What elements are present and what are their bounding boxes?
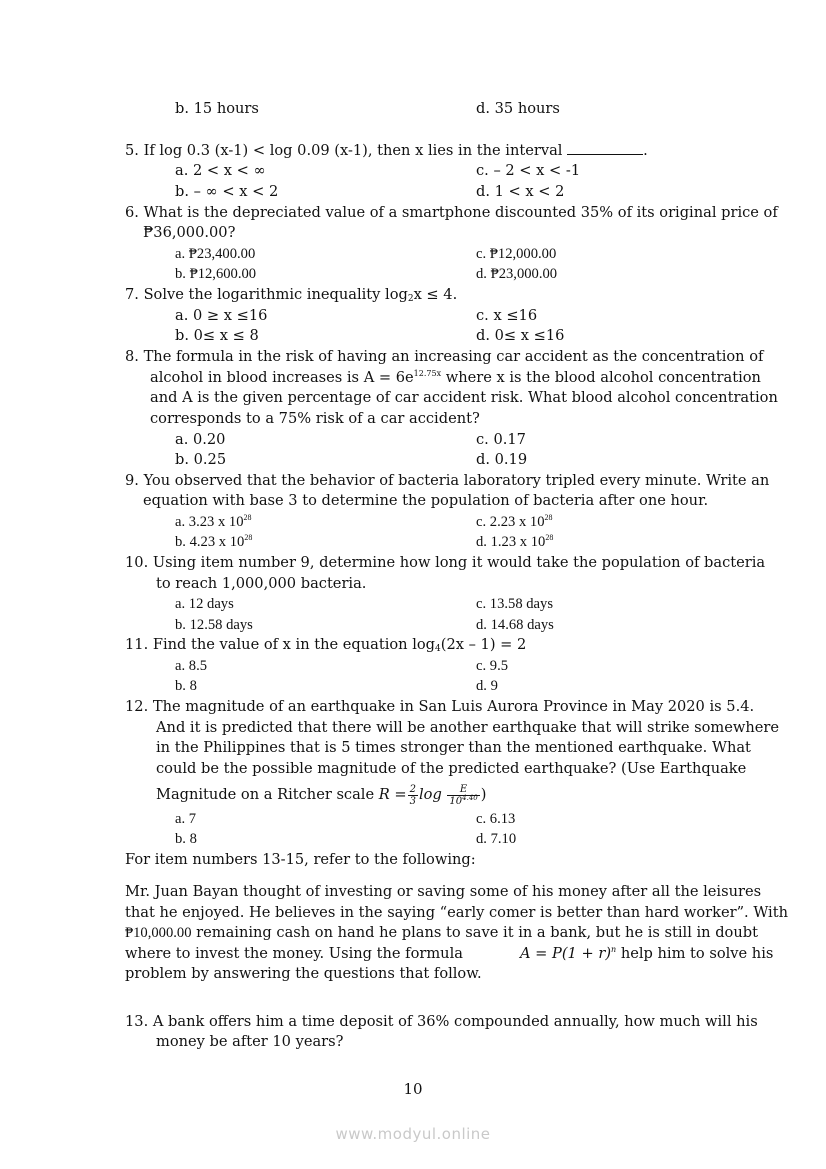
watermark: www.modyul.online: [335, 1125, 491, 1143]
q9-option-a: a. 3.23 x $10^{28}$: [175, 513, 252, 530]
q13-stem-line2: money be after 10 years?: [156, 1033, 344, 1050]
q8-stem-line3: and A is the given percentage of car accident risk. What blood alcohol concentration: [150, 389, 778, 406]
q8-option-b: b. 0.25: [175, 451, 227, 468]
q8-stem-line4: corresponds to a 75% risk of a car accident?: [150, 410, 480, 427]
q12-stem-line4: could be the possible magnitude of the predicted earthquake? (Use Earthquake: [156, 760, 747, 777]
q9-stem-line2: equation with base 3 to determine the population of bacteria after one hour.: [143, 492, 709, 509]
q8-stem-line2: alcohol in blood increases is $A = 6e^{12.75x}$ where x is the blood alcohol concentration: [150, 369, 761, 386]
q9-stem-line1: 9. You observed that the behavior of bacteria laboratory tripled every minute. Write an: [125, 472, 770, 489]
q9-option-b: b. 4.23 x $10^{28}$: [175, 533, 253, 550]
q11-option-c: c. 9.5: [476, 658, 509, 674]
q5-option-c: c. – 2 < x < -1: [476, 162, 581, 179]
q5-option-a: a. 2 < x < ∞: [175, 162, 266, 179]
q5-option-b: b. – ∞ < x < 2: [175, 183, 279, 200]
q12-option-d: d. 7.10: [476, 831, 517, 847]
q12-stem-line5: Magnitude on a Ritcher scale R = $\frac{2}{3}$ log $\frac{E}{10^{4.40}}$ ): [156, 783, 487, 807]
scenario-line4: where to invest the money. Using the formula: [125, 945, 463, 962]
q12-stem-line3: in the Philippines that is 5 times stronger than the mentioned earthquake. What: [156, 739, 751, 756]
q13-stem-line1: 13. A bank offers him a time deposit of 36% compounded annually, how much will his: [125, 1013, 758, 1030]
scenario-line2: that he enjoyed. He believes in the saying “early comer is better than hard worker”. With: [125, 904, 788, 921]
q5-option-d: d. 1 < x < 2: [476, 183, 565, 200]
q6-option-b: b. ₱12,600.00: [175, 266, 257, 282]
answer-blank: [567, 142, 643, 155]
scenario-line3: ₱10,000.00 remaining cash on hand he plans to save it in a bank, but he is still in doubt: [125, 924, 758, 941]
q4-option-b: b. 15 hours: [175, 100, 259, 117]
q12-option-c: c. 6.13: [476, 811, 516, 827]
q11-option-d: d. 9: [476, 678, 498, 694]
q10-stem-line1: 10. Using item number 9, determine how long it would take the population of bacteria: [125, 554, 766, 571]
q6-option-d: d. ₱23,000.00: [476, 266, 558, 282]
q12-option-a: a. 7: [175, 811, 197, 827]
q11-option-a: a. 8.5: [175, 658, 208, 674]
q8-option-a: a. 0.20: [175, 431, 226, 448]
q9-option-d: d. 1.23 x $10^{28}$: [476, 533, 554, 550]
richter-formula: R = $\frac{2}{3}$ log $\frac{E}{10^{4.40}}$: [378, 783, 478, 807]
q7-option-b: b. 0≤ x ≤ 8: [175, 327, 259, 344]
q10-stem-line2: to reach 1,000,000 bacteria.: [156, 575, 367, 592]
q12-option-b: b. 8: [175, 831, 197, 847]
page-number: 10: [403, 1080, 423, 1098]
q6-option-a: a. ₱23,400.00: [175, 246, 256, 262]
q7-stem: 7. Solve the logarithmic inequality $\log_2x \le 4$.: [125, 286, 458, 304]
compound-interest-formula: $A = P(1 + r)^n$ help him to solve his: [520, 945, 774, 962]
q8-option-d: d. 0.19: [476, 451, 528, 468]
q5-stem: 5. If log 0.3 (x-1) < log 0.09 (x-1), then x lies in the interval .: [125, 142, 648, 159]
q6-option-c: c. ₱12,000.00: [476, 246, 557, 262]
q6-stem-line2: ₱36,000.00?: [143, 224, 236, 241]
items-13-15-heading: For item numbers 13-15, refer to the following:: [125, 851, 476, 868]
q11-option-b: b. 8: [175, 678, 197, 694]
q12-stem-line1: 12. The magnitude of an earthquake in San Luis Aurora Province in May 2020 is 5.4.: [125, 698, 755, 715]
q8-option-c: c. 0.17: [476, 431, 526, 448]
q11-stem: 11. Find the value of x in the equation $\log_4(2x - 1) = 2$: [125, 636, 527, 654]
scenario-line5: problem by answering the questions that follow.: [125, 965, 482, 982]
q12-stem-line2: And it is predicted that there will be another earthquake that will strike somewhere: [156, 719, 780, 736]
q10-option-c: c. 13.58 days: [476, 596, 554, 612]
q9-option-c: c. 2.23 x $10^{28}$: [476, 513, 553, 530]
q8-stem-line1: 8. The formula in the risk of having an increasing car accident as the concentration of: [125, 348, 764, 365]
q7-option-a: a. 0 ≥ x ≤16: [175, 307, 268, 324]
scenario-line1: Mr. Juan Bayan thought of investing or saving some of his money after all the leisures: [125, 883, 762, 900]
q10-option-d: d. 14.68 days: [476, 617, 554, 633]
q7-option-d: d. 0≤ x ≤16: [476, 327, 565, 344]
q6-stem-line1: 6. What is the depreciated value of a smartphone discounted 35% of its original price of: [125, 204, 778, 221]
q7-option-c: c. x ≤16: [476, 307, 538, 324]
q4-option-d: d. 35 hours: [476, 100, 560, 117]
q10-option-b: b. 12.58 days: [175, 617, 253, 633]
q10-option-a: a. 12 days: [175, 596, 234, 612]
